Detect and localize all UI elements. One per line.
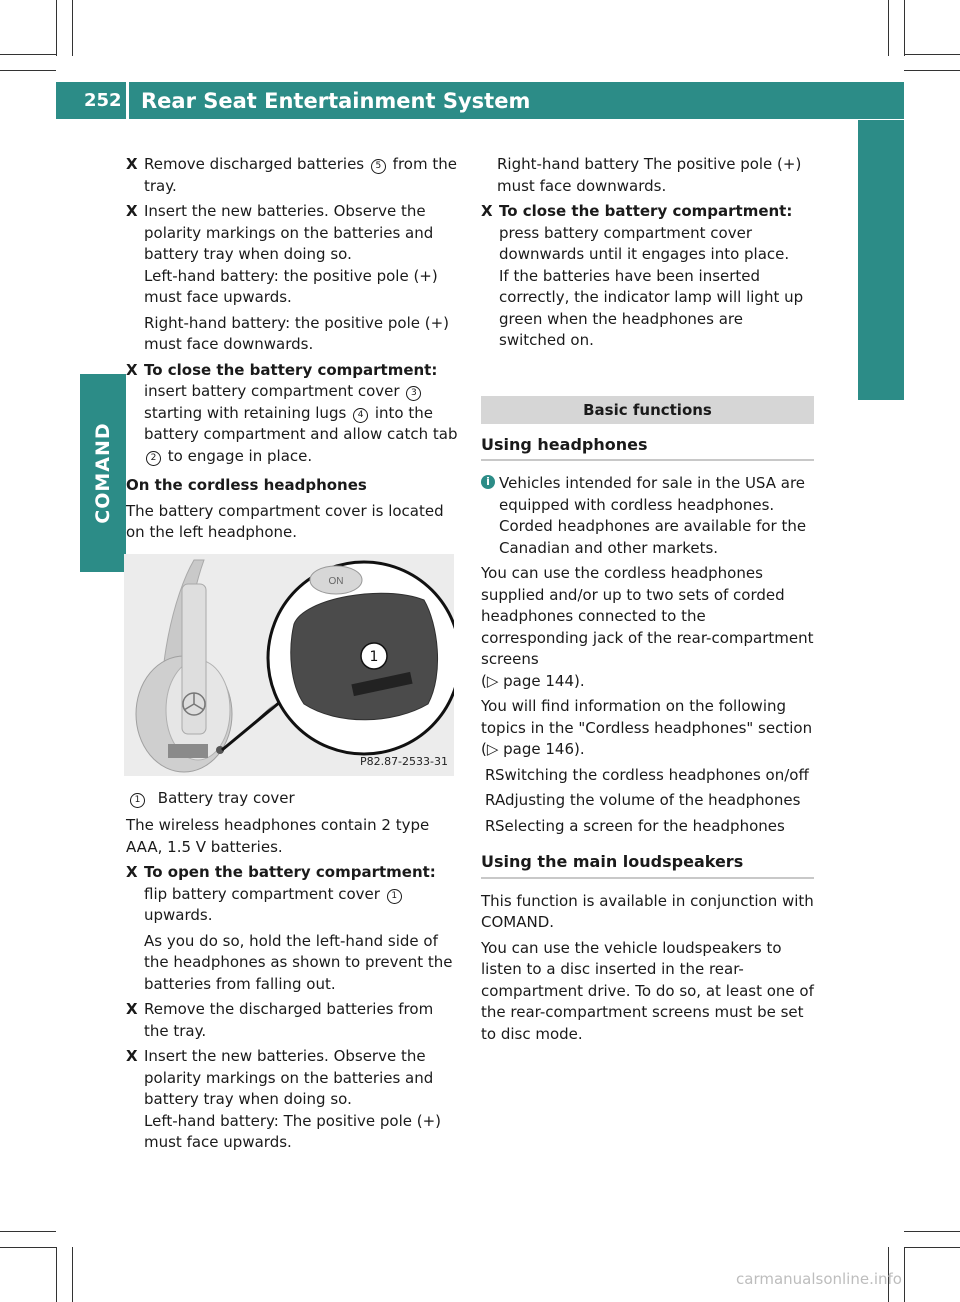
para-topics: You will find information on the following topics in the "Cordless headphones" section (▷ page 146). (481, 697, 813, 758)
page-number: 252 (84, 90, 122, 111)
subheading-headphones: Using headphones (481, 434, 814, 462)
subheading-loudspeakers: Using the main loudspeakers (481, 851, 814, 879)
para-headphones: You can use the cordless headphones supplied and/or up to two sets of corded headphones connected to the corresponding jack of the rear-compartment screens (▷ page 144). (481, 564, 814, 690)
headphones-drawing (124, 554, 454, 776)
crop-mark (0, 54, 56, 55)
crop-mark (888, 0, 889, 56)
step-close-compartment-2: X To close the battery compartment: press battery compartment cover downwards until it engages into place. If the batteries have been inserted correctly, the indicator lamp will light up green when the headphones are switched on. (481, 202, 804, 349)
info-icon: i (481, 475, 495, 489)
legend-item: 1 Battery tray cover (126, 788, 462, 810)
crop-mark (72, 0, 73, 56)
step-marker: X (126, 1000, 138, 1018)
crop-mark (904, 0, 905, 56)
step-marker: X (126, 202, 138, 220)
on-button-label: ON (328, 575, 344, 587)
ref-number: 1 (130, 793, 145, 808)
ref-number: 1 (387, 889, 402, 904)
step-insert-new: X Insert the new batteries. Observe the polarity markings on the batteries and battery tray when doing so. Left-hand battery: The positive pole (+) must face upwards. (126, 1047, 442, 1151)
crop-mark (0, 1247, 56, 1248)
watermark: carmanualsonline.info (736, 1270, 902, 1288)
step-close-compartment: X To close the battery compartment: insert battery compartment cover 3 starting with retaining lugs 4 into the battery compartment and allow catch tab 2 to engage in place. (126, 360, 458, 465)
page-reference[interactable]: (▷ page 144). (481, 671, 585, 690)
step-marker: X (481, 202, 493, 220)
list-item: R Adjusting the volume of the headphones (485, 791, 801, 809)
crop-mark (904, 54, 960, 55)
sidebar-label: COMAND (92, 422, 114, 524)
crop-mark (0, 70, 56, 71)
left-column (126, 154, 462, 1158)
crop-mark (904, 1231, 960, 1232)
cordless-text: The battery compartment cover is located on the left headphone. (126, 501, 444, 541)
crop-mark (904, 1247, 960, 1248)
step-remove-discharged: X Remove the discharged batteries from the tray. (126, 1000, 434, 1040)
ref-number: 4 (353, 408, 368, 423)
continued-text: Right-hand battery The positive pole (+) must face downwards. (497, 155, 802, 195)
right-column (481, 154, 814, 1049)
cordless-heading: On the cordless headphones (126, 476, 367, 494)
crop-mark (56, 1247, 57, 1302)
list-item: R Selecting a screen for the headphones (485, 816, 785, 835)
headphones-illustration (124, 554, 454, 776)
header-right-block (858, 120, 904, 400)
ref-number: 5 (371, 159, 386, 174)
header-separator (126, 56, 129, 124)
step-marker: X (126, 360, 138, 379)
step-insert-batteries: X Insert the new batteries. Observe the polarity markings on the batteries and battery tray when doing so. Left-hand battery: the positive pole (+) must face upwards. Right-hand battery: the positive pole (+) must face downwards. (126, 202, 450, 353)
crop-mark (904, 1247, 905, 1302)
section-title: Basic functions (481, 396, 814, 424)
image-code: P82.87-2533-31 (359, 755, 448, 768)
ref-number: 2 (146, 451, 161, 466)
para-loudspeakers-1: This function is available in conjunction with COMAND. (481, 891, 814, 931)
crop-mark (72, 1247, 73, 1302)
callout-1: 1 (369, 648, 379, 665)
crop-mark (0, 1231, 56, 1232)
crop-mark (56, 0, 57, 56)
page-reference[interactable]: (▷ page 146). (481, 740, 585, 758)
ref-number: 3 (406, 386, 421, 401)
info-note: i Vehicles intended for sale in the USA are equipped with cordless headphones. Corded headphones are available for the Canadian and other markets. (481, 473, 814, 559)
para-loudspeakers-2: You can use the vehicle loudspeakers to listen to a disc inserted in the rear-compartment drive. To do so, at least one of the rear-compartment screens must be set to disc mode. (481, 938, 814, 1043)
step-marker: X (126, 1047, 138, 1065)
step-open-compartment: X To open the battery compartment: flip battery compartment cover 1 upwards. As you do so, hold the left-hand side of the headphones as shown to prevent the batteries from falling out. (126, 863, 453, 993)
batteries-text: The wireless headphones contain 2 type AAA, 1.5 V batteries. (126, 816, 430, 856)
step-marker: X (126, 863, 138, 881)
page-title: Rear Seat Entertainment System (141, 89, 531, 113)
step-marker: X (126, 155, 138, 173)
list-item: R Switching the cordless headphones on/off (485, 765, 809, 784)
crop-mark (904, 70, 960, 71)
step-remove-batteries: X Remove discharged batteries 5 from the tray. (126, 155, 457, 195)
